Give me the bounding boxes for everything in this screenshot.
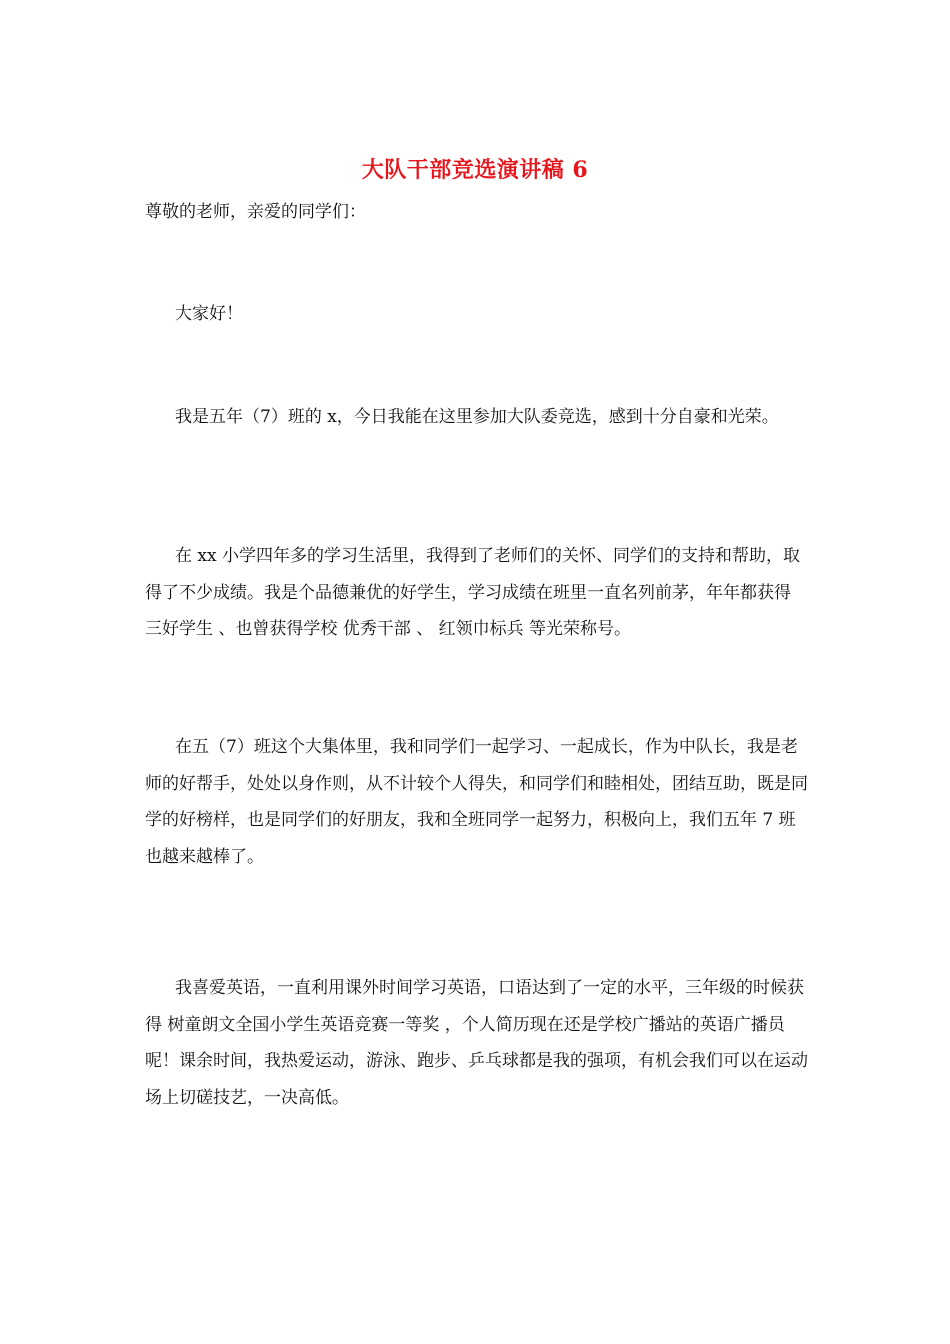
paragraph-2: 我是五年（7）班的 x，今日我能在这里参加大队委竞选，感到十分自豪和光荣。 [175, 407, 779, 427]
paragraph-4: 在五（7）班这个大集体里，我和同学们一起学习、一起成长，作为中队长，我是老师的好帮手，处处以身作则，从不计较个人得失，和同学们和睦相处，团结互助，既是同学的好榜样，也是同学们的好朋友，我和全班同学一起努力，积极向上，我们五年 7 班也越来越棒了。 [145, 737, 808, 867]
paragraph-5: 我喜爱英语，一直利用课外时间学习英语，口语达到了一定的水平，三年级的时候获得 树童朗文全国小学生英语竞赛一等奖 ，个人简历现在还是学校广播站的英语广播员呢！课余时间，我热爱运动，游泳、跑步、乒乓球都是我的强项，有机会我们可以在运动场上切磋技艺，一决高低。 [145, 978, 808, 1108]
paragraph-3: 在 xx 小学四年多的学习生活里，我得到了老师们的关怀、同学们的支持和帮助，取得了不少成绩。我是个品德兼优的好学生，学习成绩在班里一直名列前茅，年年都获得 三好学生 、也曾获得学校 优秀干部 、 红领巾标兵 等光荣称号。 [145, 546, 800, 639]
greeting-line: 尊敬的老师，亲爱的同学们： [145, 202, 366, 222]
paragraph-1: 大家好！ [175, 304, 243, 324]
document-title: 大队干部竞选演讲稿 6 [361, 157, 589, 183]
